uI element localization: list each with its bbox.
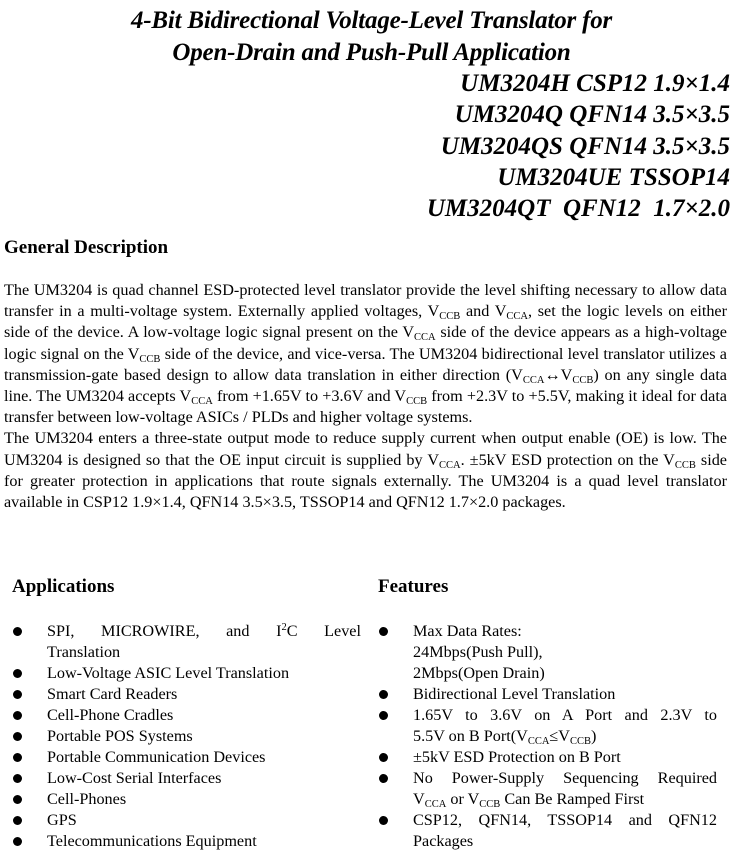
bullet-icon bbox=[379, 774, 388, 783]
list-item: Low-Voltage ASIC Level Translation bbox=[12, 663, 361, 684]
bullet-icon bbox=[379, 753, 388, 762]
description-paragraph-1: The UM3204 is quad channel ESD-protected level translator provide the level shifting necessary to allow data transfer in a multi-voltage system. Externally applied voltages, $V_{CCB}$ and $V_{CCA}$, set the logic levels on either side of the device. A low-voltage logic signal present on the $V_{CCA}$ side of the device appears as a high-voltage logic signal on the $V_{CCB}$ side of the device, and vice-versa. The UM3204 bidirectional level translator utilizes a transmission-gate based design to allow data translation in either direction $(V_{CCA}\leftrightarrow V_{CCB})$ on any single data line. The UM3204 accepts $V_{CCA}$ from +1.65V to +3.6V and $V_{CCB}$ from +2.3V to +5.5V, making it ideal for data transfer between low-voltage ASICs / PLDs and higher voltage systems. bbox=[4, 281, 727, 427]
list-item: Telecommunications Equipment bbox=[12, 831, 361, 852]
list-item: Low-Cost Serial Interfaces bbox=[12, 768, 361, 789]
description-paragraph-2: The UM3204 enters a three-state output mode to reduce supply current when output enable (OE) is low. The UM3204 is designed so that the OE input circuit is supplied by $V_{CCA}$. ±5kV ESD protection on the $V_{CCB}$ side for greater protection in applications that route signals externally. The UM3204 is a quad level translator available in CSP12 1.9×1.4, QFN14 3.5×3.5, TSSOP14 and QFN12 1.7×2.0 packages. bbox=[4, 429, 727, 512]
list-item: GPS bbox=[12, 810, 361, 831]
part-number-qfn12: UM3204QT QFN12 1.7×2.0 bbox=[426, 195, 730, 222]
list-item: Portable Communication Devices bbox=[12, 747, 361, 768]
list-item: Portable POS Systems bbox=[12, 726, 361, 747]
list-item: 1.65V to 3.6V on A Port and 2.3V to 5.5V on B $Port(V_{CCA}\le V_{CCB})$ bbox=[378, 705, 717, 747]
list-item: Smart Card Readers bbox=[12, 684, 361, 705]
bullet-icon bbox=[379, 711, 388, 720]
part-number-tssop14: UM3204UE TSSOP14 bbox=[497, 164, 730, 191]
list-item: ±5kV ESD Protection on B Port bbox=[378, 747, 717, 768]
bullet-icon bbox=[379, 690, 388, 699]
bullet-icon bbox=[13, 753, 22, 762]
list-item: SPI, MICROWIRE, and $I^2C$ Level Translation bbox=[12, 621, 361, 663]
list-item: Bidirectional Level Translation bbox=[378, 684, 717, 705]
general-description-heading: General Description bbox=[4, 237, 169, 258]
list-item: CSP12, QFN14, TSSOP14 and QFN12 Packages bbox=[378, 810, 717, 852]
bullet-icon bbox=[13, 774, 22, 783]
features-heading: Features bbox=[378, 576, 449, 597]
part-number-qfn14: UM3204Q QFN14 3.5×3.5 bbox=[454, 101, 730, 128]
list-item: Max Data Rates: 24Mbps(Push Pull), 2Mbps(Open Drain) bbox=[378, 621, 717, 684]
bullet-icon bbox=[13, 627, 22, 636]
part-number-qfn14-qs: UM3204QS QFN14 3.5×3.5 bbox=[440, 133, 730, 160]
applications-list bbox=[12, 621, 361, 852]
bullet-icon bbox=[379, 816, 388, 825]
list-item: Cell-Phone Cradles bbox=[12, 705, 361, 726]
bullet-icon bbox=[13, 732, 22, 741]
bullet-icon bbox=[13, 711, 22, 720]
general-description-body bbox=[4, 280, 727, 513]
bullet-icon bbox=[379, 627, 388, 636]
bullet-icon bbox=[13, 669, 22, 678]
document-title-line-1: 4-Bit Bidirectional Voltage-Level Translator for bbox=[130, 7, 613, 34]
part-number-csp12: UM3204H CSP12 1.9×1.4 bbox=[460, 70, 730, 97]
applications-heading: Applications bbox=[12, 576, 115, 597]
document-title-line-2: Open-Drain and Push-Pull Application bbox=[172, 39, 571, 66]
list-item: Cell-Phones bbox=[12, 789, 361, 810]
features-list bbox=[378, 621, 717, 852]
list-item: No Power-Supply Sequencing Required $V_{CCA}$ or $V_{CCB}$ Can Be Ramped First bbox=[378, 768, 717, 810]
bullet-icon bbox=[13, 690, 22, 699]
bullet-icon bbox=[13, 837, 22, 846]
bullet-icon bbox=[13, 795, 22, 804]
bullet-icon bbox=[13, 816, 22, 825]
